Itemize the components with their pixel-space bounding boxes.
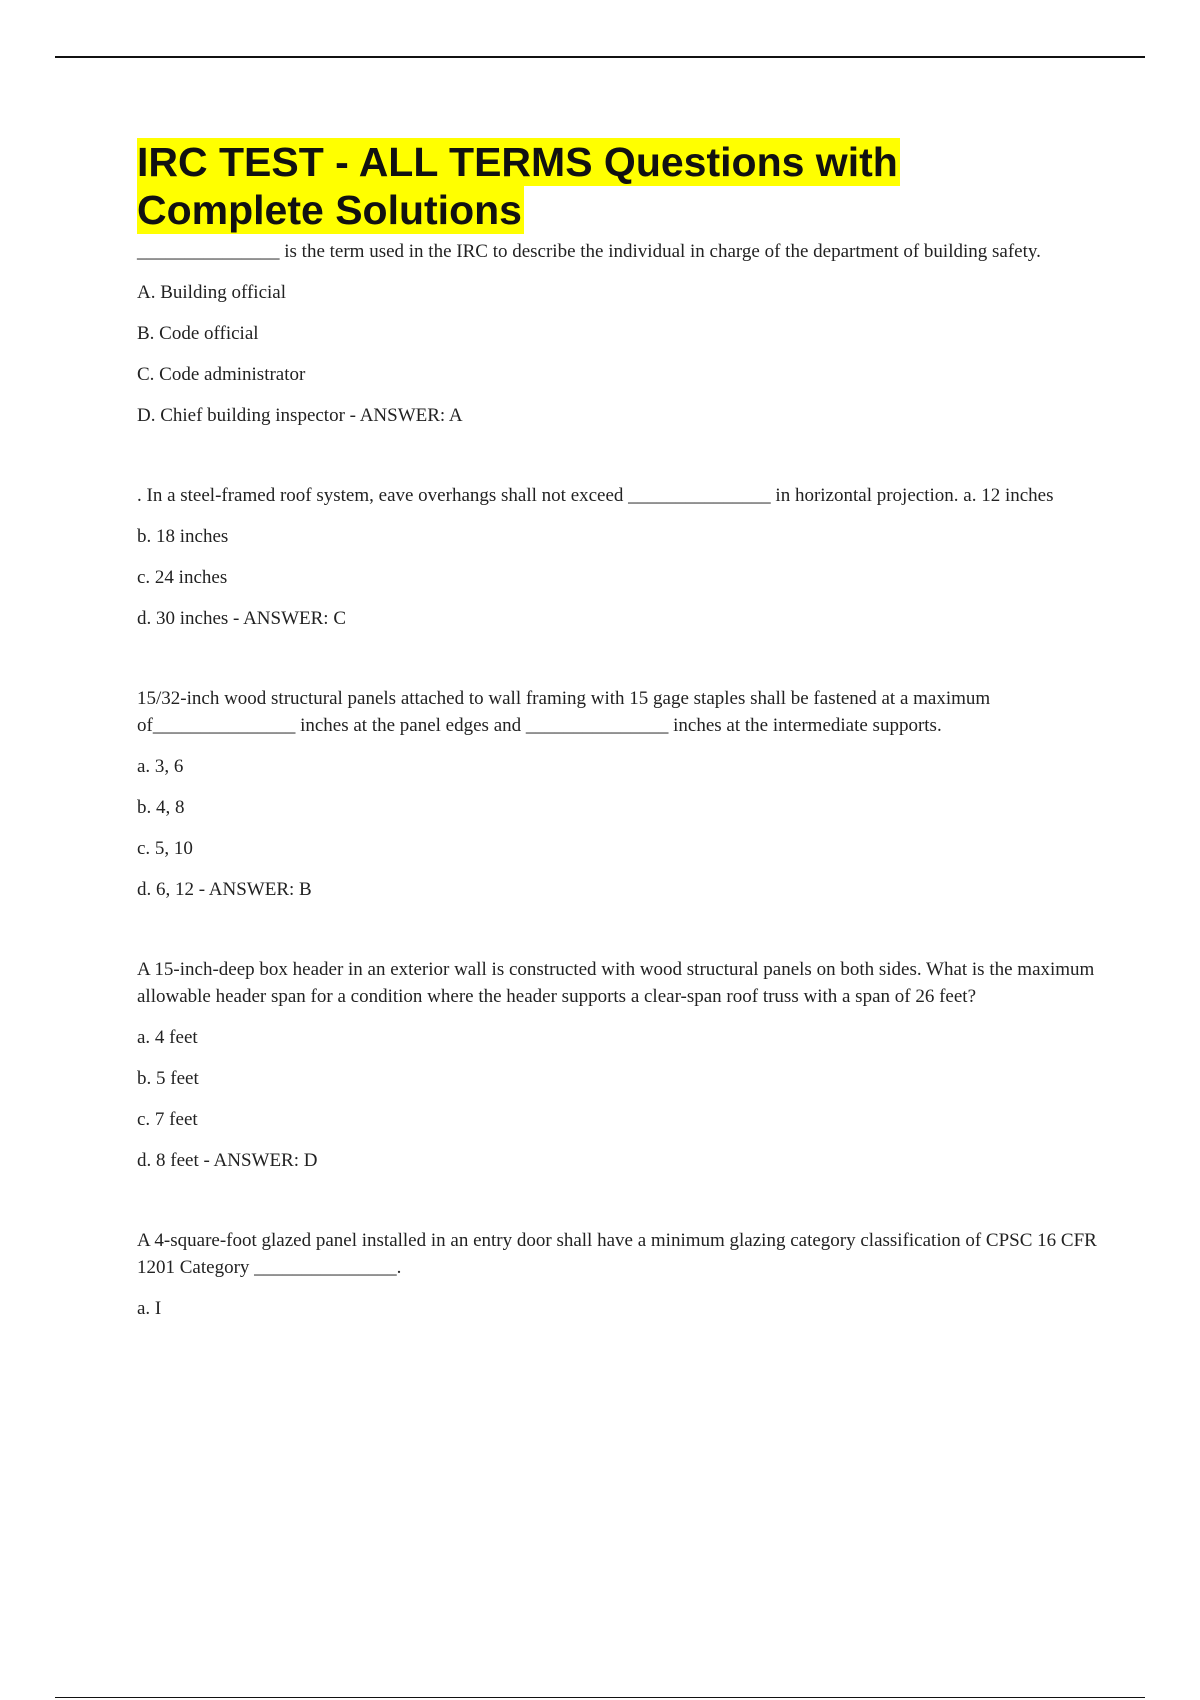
question-5 — [137, 1227, 1097, 1322]
answer-option: c. 7 feet — [137, 1109, 198, 1130]
answer-option: C. Code administrator — [137, 364, 306, 385]
answer-option: B. Code official — [137, 323, 259, 344]
answer-option: a. 4 feet — [137, 1027, 198, 1048]
answer-option: D. Chief building inspector - ANSWER: A — [137, 405, 463, 426]
question-stem: A 15-inch-deep box header in an exterior wall is constructed with wood structural panels on both sides. What is the maximum allowable header span for a condition where the header supports a clear-span roof truss with a span of 26 feet? — [137, 959, 1095, 1007]
question-stem: _______________ is the term used in the IRC to describe the individual in charge of the department of building safety. — [137, 241, 1041, 262]
footer-rule — [55, 1697, 1145, 1698]
answer-option: b. 18 inches — [137, 526, 229, 547]
document-page — [137, 138, 1097, 1375]
answer-option: A. Building official — [137, 282, 286, 303]
question-stem: A 4-square-foot glazed panel installed in an entry door shall have a minimum glazing category classification of CPSC 16 CFR 1201 Category _______________. — [137, 1230, 1097, 1278]
question-2 — [137, 482, 1097, 632]
answer-option: b. 4, 8 — [137, 797, 185, 818]
answer-option: c. 24 inches — [137, 567, 228, 588]
question-stem: 15/32-inch wood structural panels attached to wall framing with 15 gage staples shall be fastened at a maximum of_______________ inches at the panel edges and _______________ inches at the intermediate supports. — [137, 688, 991, 736]
answer-option: a. I — [137, 1298, 162, 1319]
question-1 — [137, 238, 1097, 429]
title-line-2: Complete Solutions — [137, 187, 522, 233]
question-4 — [137, 956, 1097, 1174]
document-title — [137, 138, 1097, 234]
answer-option: b. 5 feet — [137, 1068, 199, 1089]
answer-option: d. 30 inches - ANSWER: C — [137, 608, 346, 629]
question-3 — [137, 685, 1097, 903]
title-line-1: IRC TEST - ALL TERMS Questions with — [137, 139, 898, 185]
answer-option: a. 3, 6 — [137, 756, 184, 777]
answer-option: d. 8 feet - ANSWER: D — [137, 1150, 318, 1171]
question-stem: . In a steel-framed roof system, eave overhangs shall not exceed _______________ in horizontal projection. a. 12 inches — [137, 485, 1054, 506]
answer-option: d. 6, 12 - ANSWER: B — [137, 879, 312, 900]
answer-option: c. 5, 10 — [137, 838, 193, 859]
header-rule — [55, 56, 1145, 58]
